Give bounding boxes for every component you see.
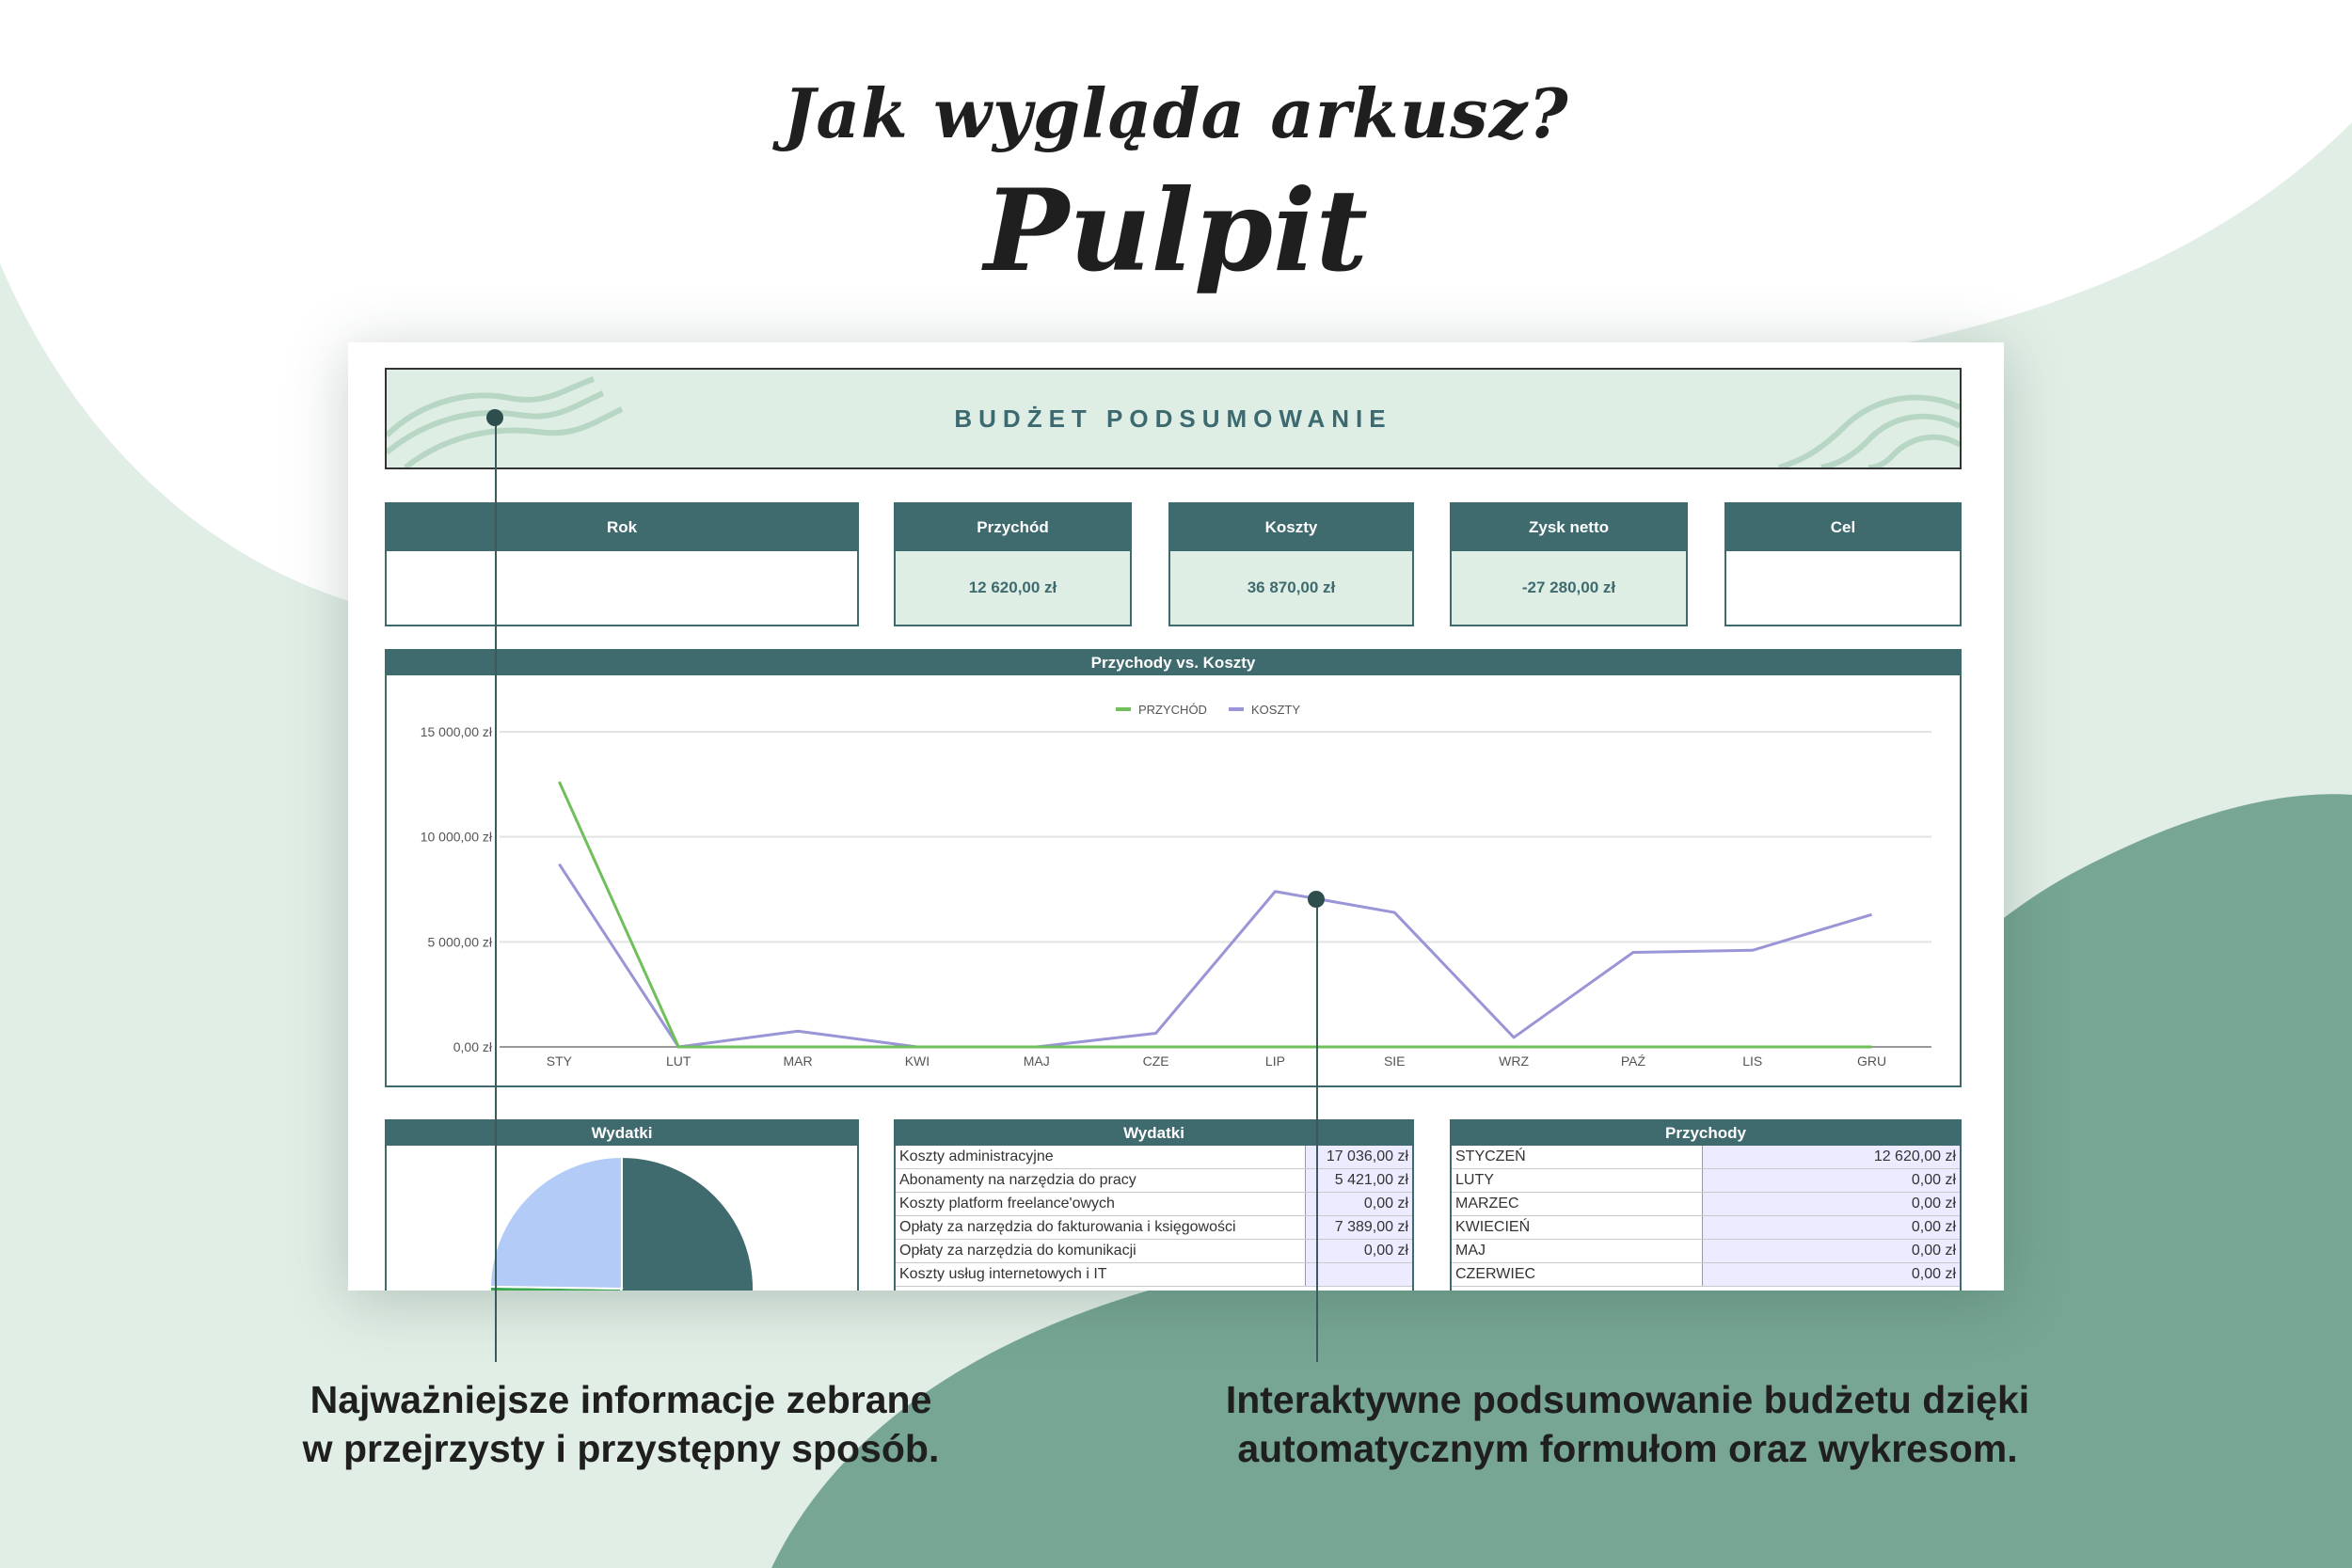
month-name: MAJ <box>1452 1240 1703 1263</box>
headline-subtitle: Jak wygląda arkusz? <box>783 73 1569 153</box>
kpi-cel <box>1724 502 1962 626</box>
y-tick-label: 15 000,00 zł <box>420 724 492 739</box>
table-row <box>1452 1146 1960 1169</box>
kpi-koszty <box>1168 502 1414 626</box>
kpi-label: Rok <box>387 504 857 551</box>
income-amount[interactable]: 0,00 zł <box>1703 1263 1960 1287</box>
table-row <box>1452 1169 1960 1193</box>
expense-name: Opłaty za narzędzia do komunikacji <box>896 1240 1305 1263</box>
expense-name: Opłaty za narzędzia do fakturowania i księgowości <box>896 1216 1305 1240</box>
expense-amount[interactable]: 7 389,00 zł <box>1305 1216 1412 1240</box>
x-tick-label: PAŹ <box>1620 1053 1646 1069</box>
income-amount[interactable]: 0,00 zł <box>1703 1216 1960 1240</box>
x-tick-label: MAJ <box>1023 1053 1050 1069</box>
spreadsheet-preview <box>348 342 2004 1291</box>
expenses-table-panel <box>894 1119 1414 1291</box>
kpi-przychod <box>894 502 1132 626</box>
kpi-zysk-netto <box>1450 502 1688 626</box>
table-row <box>896 1169 1412 1193</box>
expense-name: Abonamenty na narzędzia do pracy <box>896 1169 1305 1193</box>
expense-amount[interactable]: 0,00 zł <box>1305 1193 1412 1216</box>
pie-slice <box>490 1157 622 1289</box>
callout-dot-right <box>1308 891 1325 908</box>
x-tick-label: CZE <box>1142 1053 1169 1069</box>
kpi-value: -27 280,00 zł <box>1452 551 1686 625</box>
panel-title: Wydatki <box>387 1121 857 1146</box>
x-tick-label: LIS <box>1742 1053 1763 1069</box>
pie-chart <box>387 1146 857 1291</box>
expense-amount[interactable]: 17 036,00 zł <box>1305 1146 1412 1169</box>
y-tick-label: 0,00 zł <box>453 1039 492 1054</box>
legend-label: KOSZTY <box>1251 703 1301 717</box>
expense-amount[interactable]: 5 421,00 zł <box>1305 1169 1412 1193</box>
income-amount[interactable]: 0,00 zł <box>1703 1193 1960 1216</box>
expense-amount[interactable] <box>1305 1263 1412 1287</box>
table-row <box>1452 1240 1960 1263</box>
headline-title: Pulpit <box>984 165 1368 297</box>
banner <box>385 368 1962 469</box>
series-line-koszty <box>559 864 1871 1047</box>
x-tick-label: LIP <box>1264 1053 1285 1069</box>
month-name: LUTY <box>1452 1169 1703 1193</box>
callout-line-right <box>1316 899 1318 1362</box>
kpi-label: Przychód <box>896 504 1130 551</box>
month-name: KWIECIEŃ <box>1452 1216 1703 1240</box>
table-row <box>896 1263 1412 1287</box>
kpi-value: 36 870,00 zł <box>1170 551 1412 625</box>
callout-dot-left <box>486 409 503 426</box>
kpi-label: Zysk netto <box>1452 504 1686 551</box>
income-amount[interactable]: 0,00 zł <box>1703 1169 1960 1193</box>
month-name: STYCZEŃ <box>1452 1146 1703 1169</box>
legend-label: PRZYCHÓD <box>1138 703 1207 717</box>
series-line-przychód <box>559 782 1871 1047</box>
x-tick-label: SIE <box>1383 1053 1406 1069</box>
kpi-value[interactable] <box>1726 551 1960 625</box>
income-amount[interactable]: 0,00 zł <box>1703 1240 1960 1263</box>
panel-title: Przychody <box>1452 1121 1960 1146</box>
kpi-label: Koszty <box>1170 504 1412 551</box>
table-row <box>896 1193 1412 1216</box>
kpi-label: Cel <box>1726 504 1960 551</box>
kpi-rok <box>385 502 859 626</box>
y-tick-label: 10 000,00 zł <box>420 829 492 845</box>
x-tick-label: WRZ <box>1499 1053 1530 1069</box>
caption-left-line2: w przejrzysty i przystępny sposób. <box>302 1427 940 1470</box>
table-row <box>1452 1193 1960 1216</box>
expenses-table <box>896 1146 1412 1287</box>
x-tick-label: KWI <box>904 1053 930 1069</box>
x-tick-label: LUT <box>666 1053 691 1069</box>
panel-title: Wydatki <box>896 1121 1412 1146</box>
table-row <box>896 1216 1412 1240</box>
month-name: MARZEC <box>1452 1193 1703 1216</box>
table-row <box>1452 1263 1960 1287</box>
caption-right-line1: Interaktywne podsumowanie budżetu dzięki <box>1225 1378 2030 1421</box>
callout-line-left <box>495 418 497 1362</box>
kpi-value: 12 620,00 zł <box>896 551 1130 625</box>
kpi-value[interactable] <box>387 551 857 625</box>
line-chart <box>387 675 1960 1084</box>
table-row <box>1452 1216 1960 1240</box>
income-amount[interactable]: 12 620,00 zł <box>1703 1146 1960 1169</box>
caption-right <box>1110 1375 2145 1473</box>
income-table <box>1452 1146 1960 1287</box>
x-tick-label: STY <box>546 1053 573 1069</box>
x-tick-label: GRU <box>1857 1053 1887 1069</box>
chart-panel <box>385 649 1962 1087</box>
month-name: CZERWIEC <box>1452 1263 1703 1287</box>
banner-title: BUDŻET PODSUMOWANIE <box>954 404 1392 433</box>
caption-right-line2: automatycznym formułom oraz wykresom. <box>1237 1427 2018 1470</box>
caption-left-line1: Najważniejsze informacje zebrane <box>310 1378 932 1421</box>
x-tick-label: MAR <box>783 1053 813 1069</box>
chart-title: Przychody vs. Koszty <box>387 651 1960 675</box>
expense-amount[interactable]: 0,00 zł <box>1305 1240 1412 1263</box>
expense-name: Koszty usług internetowych i IT <box>896 1263 1305 1287</box>
y-tick-label: 5 000,00 zł <box>427 934 492 950</box>
expense-name: Koszty platform freelance'owych <box>896 1193 1305 1216</box>
expense-name: Koszty administracyjne <box>896 1146 1305 1169</box>
income-table-panel <box>1450 1119 1962 1291</box>
expenses-pie-panel <box>385 1119 859 1291</box>
table-row <box>896 1146 1412 1169</box>
caption-left <box>245 1375 997 1473</box>
table-row <box>896 1240 1412 1263</box>
